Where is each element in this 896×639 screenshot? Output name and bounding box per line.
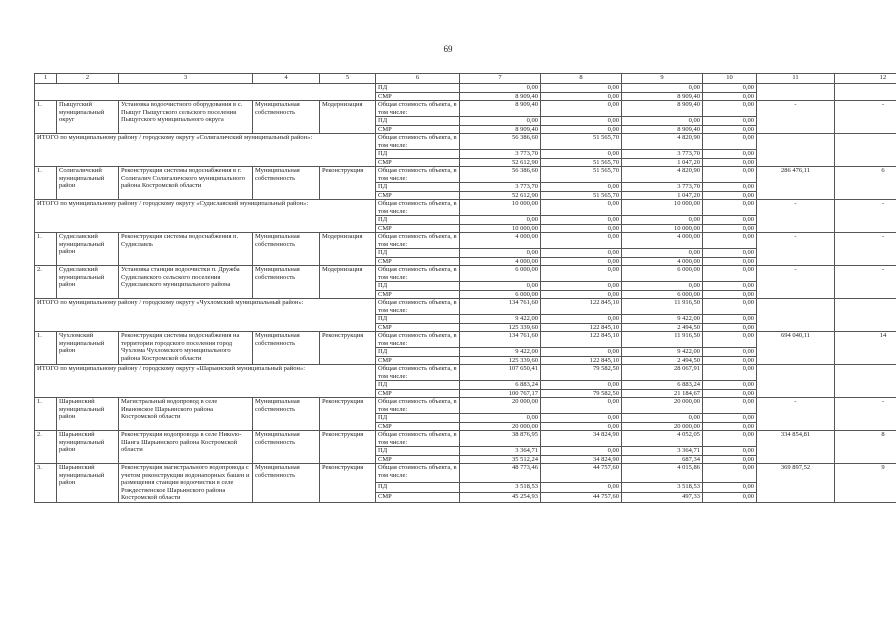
col-num-10: 10 <box>703 74 757 84</box>
sharya-smr-col10: 0,00 <box>703 389 757 398</box>
sharya-item2-total-col7: 38 876,95 <box>460 431 541 447</box>
sudislavl-item2-total-col9: 6 000,00 <box>622 266 703 282</box>
col-num-11: 11 <box>757 74 835 84</box>
chukhloma-col11 <box>757 299 835 332</box>
chukhloma-item-pd-col7: 9 422,00 <box>460 348 541 357</box>
soligalich-item-total-label: Общая стоимость объекта, в том числе: <box>376 167 460 183</box>
chukhloma-pd-label: ПД <box>376 315 460 324</box>
pyshchug-item-smr-col7: 8 909,40 <box>460 125 541 134</box>
soligalich-item-total-col10: 0,00 <box>703 167 757 183</box>
chukhloma-item-smr-col7: 125 339,60 <box>460 356 541 365</box>
sharya-item1-total-col10: 0,00 <box>703 398 757 414</box>
sharya-item2-col12: 8 <box>835 431 896 464</box>
chukhloma-pd-col10: 0,00 <box>703 315 757 324</box>
sharya-item1-col11: - <box>757 398 835 431</box>
col-num-1: 1 <box>35 74 57 84</box>
sudislavl-pd-col8: 0,00 <box>541 216 622 225</box>
sharya-item3-pd-col7: 3 518,53 <box>460 482 541 492</box>
sharya-item1-pd-col10: 0,00 <box>703 414 757 423</box>
chukhloma-smr-col7: 125 339,60 <box>460 323 541 332</box>
sharya-item1-ownership: Муниципальная собственность <box>253 398 320 431</box>
pyshchug-item-ownership: Муниципальная собственность <box>253 101 320 134</box>
chukhloma-item-total-col7: 134 761,60 <box>460 332 541 348</box>
sudislavl-item2-smr-col10: 0,00 <box>703 290 757 299</box>
soligalich-item-pd-col9: 3 773,70 <box>622 183 703 192</box>
sudislavl-total-col10: 0,00 <box>703 200 757 216</box>
sudislavl-item1-pd-label: ПД <box>376 249 460 258</box>
sudislavl-item2-object-name: Установка станции водоочистки п. Дружба Судиславского сельского поселения Судиславского муниципального района <box>119 266 253 299</box>
chukhloma-item-district: Чухломский муниципальный район <box>57 332 119 365</box>
sharya-item3-ownership: Муниципальная собственность <box>253 464 320 503</box>
sharya-item2-pd-col7: 3 364,71 <box>460 447 541 456</box>
chukhloma-item-number: 1. <box>35 332 57 365</box>
top-row-col8: 0,00 <box>541 92 622 101</box>
chukhloma-item-total-col8: 122 845,10 <box>541 332 622 348</box>
sudislavl-item2-district: Судиславский муниципальный район <box>57 266 119 299</box>
sudislavl-item1-pd-col10: 0,00 <box>703 249 757 258</box>
sharya-item3-pd-col9: 3 518,53 <box>622 482 703 492</box>
row-type-label: ПД <box>376 84 460 93</box>
top-row-col9: 8 909,40 <box>622 92 703 101</box>
chukhloma-total-label: Общая стоимость объекта, в том числе: <box>376 299 460 315</box>
chukhloma-item-ownership: Муниципальная собственность <box>253 332 320 365</box>
sudislavl-item2-col11: - <box>757 266 835 299</box>
pyshchug-item-smr-label: СМР <box>376 125 460 134</box>
soligalich-pd-col9: 3 773,70 <box>622 150 703 159</box>
table-body <box>35 74 896 503</box>
soligalich-pd-col8: 0,00 <box>541 150 622 159</box>
sharya-item2-pd-label: ПД <box>376 447 460 456</box>
sharya-item2-pd-col9: 3 364,71 <box>622 447 703 456</box>
sharya-item2-total-col8: 34 824,90 <box>541 431 622 447</box>
soligalich-item-district: Солигаличский муниципальный район <box>57 167 119 200</box>
pyshchug-item-pd-col7: 0,00 <box>460 117 541 126</box>
pyshchug-item-total-col7: 8 909,40 <box>460 101 541 117</box>
sharya-item3-col12: 9 <box>835 464 896 503</box>
sharya-item3-work-type: Реконструкция <box>320 464 376 503</box>
sudislavl-item1-pd-col8: 0,00 <box>541 249 622 258</box>
sharya-item2-smr-col8: 34 824,90 <box>541 455 622 464</box>
sharya-item3-smr-col9: 497,33 <box>622 492 703 502</box>
pyshchug-item-pd-col10: 0,00 <box>703 117 757 126</box>
sudislavl-item2-smr-label: СМР <box>376 290 460 299</box>
soligalich-col12 <box>835 134 896 167</box>
investment-table <box>34 73 896 503</box>
sharya-item2-district: Шарьинский муниципальный район <box>57 431 119 464</box>
sudislavl-col11: - <box>757 200 835 233</box>
col-num-2: 2 <box>57 74 119 84</box>
itogo-row <box>35 134 896 150</box>
sudislavl-item1-pd-col9: 0,00 <box>622 249 703 258</box>
pyshchug-item-total-label: Общая стоимость объекта, в том числе: <box>376 101 460 117</box>
itogo-row <box>35 200 896 216</box>
pyshchug-item-smr-col10: 0,00 <box>703 125 757 134</box>
sharya-total-col7: 107 650,41 <box>460 365 541 381</box>
sharya-item1-object-name: Магистральный водопровод в селе Ивановское Шарьинского района Костромской области <box>119 398 253 431</box>
sudislavl-item1-object-name: Реконструкция системы водоснабжения п. Судиславль <box>119 233 253 266</box>
pyshchug-item-district: Пыщугский муниципальный округ <box>57 101 119 134</box>
sharya-item2-col11: 334 854,81 <box>757 431 835 464</box>
sharya-item1-total-col8: 0,00 <box>541 398 622 414</box>
soligalich-item-ownership: Муниципальная собственность <box>253 167 320 200</box>
col-num-3: 3 <box>119 74 253 84</box>
sudislavl-item2-ownership: Муниципальная собственность <box>253 266 320 299</box>
chukhloma-smr-col10: 0,00 <box>703 323 757 332</box>
sudislavl-item1-total-col8: 0,00 <box>541 233 622 249</box>
sudislavl-item1-number: 1. <box>35 233 57 266</box>
col-num-12: 12 <box>835 74 896 84</box>
soligalich-item-smr-col7: 52 612,90 <box>460 191 541 200</box>
sharya-item1-number: 1. <box>35 398 57 431</box>
chukhloma-smr-col8: 122 845,10 <box>541 323 622 332</box>
sharya-itogo-title: ИТОГО по муниципальному району / городскому округу «Шарьинский муниципальный район»: <box>35 365 376 398</box>
chukhloma-pd-col7: 9 422,00 <box>460 315 541 324</box>
soligalich-pd-col10: 0,00 <box>703 150 757 159</box>
sudislavl-col12: - <box>835 200 896 233</box>
top-row-col7: 0,00 <box>460 84 541 93</box>
sharya-item2-total-label: Общая стоимость объекта, в том числе: <box>376 431 460 447</box>
sudislavl-item2-total-col7: 6 000,00 <box>460 266 541 282</box>
sudislavl-pd-col10: 0,00 <box>703 216 757 225</box>
soligalich-itogo-title: ИТОГО по муниципальному району / городскому округу «Солигаличский муниципальный район»: <box>35 134 376 167</box>
sharya-total-col9: 28 067,91 <box>622 365 703 381</box>
sharya-item3-pd-col8: 0,00 <box>541 482 622 492</box>
soligalich-total-label: Общая стоимость объекта, в том числе: <box>376 134 460 150</box>
sharya-item2-object-name: Реконструкция водопровода в селе Николо-Шанга Шарьинского района Костромской области <box>119 431 253 464</box>
sudislavl-smr-col7: 10 000,00 <box>460 224 541 233</box>
soligalich-total-col10: 0,00 <box>703 134 757 150</box>
soligalich-item-col11: 286 476,11 <box>757 167 835 200</box>
sharya-pd-label: ПД <box>376 381 460 390</box>
sharya-item2-total-col9: 4 052,05 <box>622 431 703 447</box>
table-row <box>35 84 896 93</box>
chukhloma-item-object-name: Реконструкция системы водоснабжения на территории городского поселения город Чухлома Чухломского муниципального района Костромской области <box>119 332 253 365</box>
itogo-row <box>35 365 896 381</box>
sharya-item3-total-col10: 0,00 <box>703 464 757 483</box>
sudislavl-item2-pd-col9: 0,00 <box>622 282 703 291</box>
sharya-item1-smr-col7: 20 000,00 <box>460 422 541 431</box>
sharya-total-col10: 0,00 <box>703 365 757 381</box>
col-num-8: 8 <box>541 74 622 84</box>
sharya-total-col8: 79 582,50 <box>541 365 622 381</box>
soligalich-col11 <box>757 134 835 167</box>
sharya-item3-district: Шарьинский муниципальный район <box>57 464 119 503</box>
sharya-item3-total-label: Общая стоимость объекта, в том числе: <box>376 464 460 483</box>
sudislavl-smr-col9: 10 000,00 <box>622 224 703 233</box>
pyshchug-item-work-type: Модернизация <box>320 101 376 134</box>
sudislavl-item1-work-type: Модернизация <box>320 233 376 266</box>
sudislavl-smr-col10: 0,00 <box>703 224 757 233</box>
sharya-item1-district: Шарьинский муниципальный район <box>57 398 119 431</box>
sudislavl-total-col8: 0,00 <box>541 200 622 216</box>
table-row <box>35 332 896 348</box>
sudislavl-total-col7: 10 000,00 <box>460 200 541 216</box>
sharya-item2-smr-label: СМР <box>376 455 460 464</box>
sudislavl-item1-smr-col8: 0,00 <box>541 257 622 266</box>
chukhloma-item-pd-col9: 9 422,00 <box>622 348 703 357</box>
sharya-item1-total-label: Общая стоимость объекта, в том числе: <box>376 398 460 414</box>
sharya-smr-col7: 100 767,17 <box>460 389 541 398</box>
row-type-label: СМР <box>376 92 460 101</box>
pyshchug-item-pd-label: ПД <box>376 117 460 126</box>
col-num-5: 5 <box>320 74 376 84</box>
chukhloma-total-col8: 122 845,10 <box>541 299 622 315</box>
top-row-col9: 0,00 <box>622 84 703 93</box>
sharya-item1-total-col7: 20 000,00 <box>460 398 541 414</box>
sharya-item2-ownership: Муниципальная собственность <box>253 431 320 464</box>
sudislavl-item2-pd-col10: 0,00 <box>703 282 757 291</box>
soligalich-item-smr-col8: 51 565,70 <box>541 191 622 200</box>
soligalich-item-pd-col10: 0,00 <box>703 183 757 192</box>
pyshchug-item-col11: - <box>757 101 835 134</box>
chukhloma-item-smr-col10: 0,00 <box>703 356 757 365</box>
soligalich-item-pd-col8: 0,00 <box>541 183 622 192</box>
sharya-item2-pd-col8: 0,00 <box>541 447 622 456</box>
soligalich-smr-col10: 0,00 <box>703 158 757 167</box>
sharya-item1-work-type: Реконструкция <box>320 398 376 431</box>
sudislavl-item2-total-label: Общая стоимость объекта, в том числе: <box>376 266 460 282</box>
soligalich-item-total-col9: 4 820,90 <box>622 167 703 183</box>
pyshchug-item-number: 1. <box>35 101 57 134</box>
soligalich-total-col7: 56 386,60 <box>460 134 541 150</box>
continuation-cell <box>35 84 376 101</box>
table-row <box>35 266 896 282</box>
soligalich-item-work-type: Реконструкция <box>320 167 376 200</box>
top-row-col7: 8 909,40 <box>460 92 541 101</box>
chukhloma-item-smr-col8: 122 845,10 <box>541 356 622 365</box>
sudislavl-item1-smr-col9: 4 000,00 <box>622 257 703 266</box>
chukhloma-pd-col9: 9 422,00 <box>622 315 703 324</box>
col-num-9: 9 <box>622 74 703 84</box>
continuation-col12 <box>835 84 896 101</box>
sharya-smr-col8: 79 582,50 <box>541 389 622 398</box>
sharya-item3-col11: 369 897,52 <box>757 464 835 503</box>
chukhloma-pd-col8: 0,00 <box>541 315 622 324</box>
sharya-item2-number: 2. <box>35 431 57 464</box>
table-row <box>35 398 896 414</box>
column-number-row <box>35 74 896 84</box>
sudislavl-item2-work-type: Модернизация <box>320 266 376 299</box>
pyshchug-item-total-col10: 0,00 <box>703 101 757 117</box>
soligalich-pd-label: ПД <box>376 150 460 159</box>
sudislavl-item1-ownership: Муниципальная собственность <box>253 233 320 266</box>
sudislavl-item1-total-label: Общая стоимость объекта, в том числе: <box>376 233 460 249</box>
soligalich-total-col8: 51 565,70 <box>541 134 622 150</box>
page-number: 69 <box>443 44 453 54</box>
top-row-col10: 0,00 <box>703 92 757 101</box>
top-row-col10: 0,00 <box>703 84 757 93</box>
sharya-item3-object-name: Реконструкция магистрального водопровода с учетом реконструкции водонапорных башен и размещения станции водоочистки в селе Рождественское Шарьинского района Костромской области <box>119 464 253 503</box>
sudislavl-item2-smr-col7: 6 000,00 <box>460 290 541 299</box>
sudislavl-pd-label: ПД <box>376 216 460 225</box>
sharya-item3-smr-col10: 0,00 <box>703 492 757 502</box>
sudislavl-itogo-title: ИТОГО по муниципальному району / городскому округу «Судиславский муниципальный район»: <box>35 200 376 233</box>
sharya-item1-col12: - <box>835 398 896 431</box>
sharya-item1-smr-col9: 20 000,00 <box>622 422 703 431</box>
pyshchug-item-smr-col8: 0,00 <box>541 125 622 134</box>
sharya-item1-total-col9: 20 000,00 <box>622 398 703 414</box>
sharya-item2-work-type: Реконструкция <box>320 431 376 464</box>
table-row <box>35 233 896 249</box>
table-row <box>35 464 896 483</box>
soligalich-item-smr-label: СМР <box>376 191 460 200</box>
chukhloma-col12 <box>835 299 896 332</box>
sharya-item3-total-col9: 4 015,86 <box>622 464 703 483</box>
soligalich-item-smr-col9: 1 047,20 <box>622 191 703 200</box>
sudislavl-item1-smr-col7: 4 000,00 <box>460 257 541 266</box>
soligalich-item-smr-col10: 0,00 <box>703 191 757 200</box>
sudislavl-item1-col11: - <box>757 233 835 266</box>
chukhloma-item-col11: 694 040,11 <box>757 332 835 365</box>
sharya-pd-col9: 6 883,24 <box>622 381 703 390</box>
table-row <box>35 431 896 447</box>
chukhloma-smr-label: СМР <box>376 323 460 332</box>
sharya-total-label: Общая стоимость объекта, в том числе: <box>376 365 460 381</box>
table-row <box>35 167 896 183</box>
sharya-item3-number: 3. <box>35 464 57 503</box>
chukhloma-item-pd-label: ПД <box>376 348 460 357</box>
chukhloma-item-total-col9: 11 916,50 <box>622 332 703 348</box>
sudislavl-smr-label: СМР <box>376 224 460 233</box>
table-row <box>35 101 896 117</box>
soligalich-smr-col8: 51 565,70 <box>541 158 622 167</box>
pyshchug-item-pd-col9: 0,00 <box>622 117 703 126</box>
sharya-pd-col7: 6 883,24 <box>460 381 541 390</box>
sharya-item1-pd-label: ПД <box>376 414 460 423</box>
soligalich-total-col9: 4 820,90 <box>622 134 703 150</box>
sudislavl-pd-col7: 0,00 <box>460 216 541 225</box>
sudislavl-item1-pd-col7: 0,00 <box>460 249 541 258</box>
soligalich-item-object-name: Реконструкция системы водоснабжения в г. Солигалич Солигаличского муниципального района Костромской области <box>119 167 253 200</box>
col-num-6: 6 <box>376 74 460 84</box>
sharya-item1-smr-col8: 0,00 <box>541 422 622 431</box>
soligalich-item-pd-label: ПД <box>376 183 460 192</box>
chukhloma-total-col9: 11 916,50 <box>622 299 703 315</box>
sharya-item1-smr-col10: 0,00 <box>703 422 757 431</box>
sharya-smr-col9: 21 184,67 <box>622 389 703 398</box>
sharya-item3-total-col7: 48 773,46 <box>460 464 541 483</box>
pyshchug-item-total-col9: 8 909,40 <box>622 101 703 117</box>
soligalich-item-total-col7: 56 386,60 <box>460 167 541 183</box>
pyshchug-item-total-col8: 0,00 <box>541 101 622 117</box>
soligalich-smr-label: СМР <box>376 158 460 167</box>
sharya-item3-smr-col8: 44 757,60 <box>541 492 622 502</box>
sharya-item2-smr-col9: 687,34 <box>622 455 703 464</box>
sharya-item1-pd-col9: 0,00 <box>622 414 703 423</box>
sharya-pd-col10: 0,00 <box>703 381 757 390</box>
soligalich-item-total-col8: 51 565,70 <box>541 167 622 183</box>
sudislavl-item1-district: Судиславский муниципальный район <box>57 233 119 266</box>
chukhloma-item-smr-label: СМР <box>376 356 460 365</box>
sharya-item1-pd-col8: 0,00 <box>541 414 622 423</box>
sharya-smr-label: СМР <box>376 389 460 398</box>
chukhloma-item-col12: 14 <box>835 332 896 365</box>
sharya-item3-smr-label: СМР <box>376 492 460 502</box>
sharya-item2-smr-col7: 35 512,24 <box>460 455 541 464</box>
itogo-row <box>35 299 896 315</box>
sharya-pd-col8: 0,00 <box>541 381 622 390</box>
sharya-col11 <box>757 365 835 398</box>
chukhloma-item-smr-col9: 2 494,50 <box>622 356 703 365</box>
continuation-col11 <box>757 84 835 101</box>
sharya-item3-pd-col10: 0,00 <box>703 482 757 492</box>
chukhloma-item-total-label: Общая стоимость объекта, в том числе: <box>376 332 460 348</box>
sharya-item3-smr-col7: 45 254,93 <box>460 492 541 502</box>
soligalich-smr-col9: 1 047,20 <box>622 158 703 167</box>
sudislavl-item1-col12: - <box>835 233 896 266</box>
chukhloma-item-pd-col8: 0,00 <box>541 348 622 357</box>
sharya-item1-pd-col7: 0,00 <box>460 414 541 423</box>
chukhloma-itogo-title: ИТОГО по муниципальному району / городскому округу «Чухломский муниципальный район»: <box>35 299 376 332</box>
sudislavl-item2-number: 2. <box>35 266 57 299</box>
sudislavl-item2-pd-col8: 0,00 <box>541 282 622 291</box>
sudislavl-pd-col9: 0,00 <box>622 216 703 225</box>
soligalich-smr-col7: 52 612,90 <box>460 158 541 167</box>
chukhloma-smr-col9: 2 494,50 <box>622 323 703 332</box>
sudislavl-item2-smr-col8: 0,00 <box>541 290 622 299</box>
chukhloma-item-total-col10: 0,00 <box>703 332 757 348</box>
soligalich-item-col12: 6 <box>835 167 896 200</box>
sudislavl-item2-total-col8: 0,00 <box>541 266 622 282</box>
sharya-item2-total-col10: 0,00 <box>703 431 757 447</box>
col-num-7: 7 <box>460 74 541 84</box>
sharya-item3-total-col8: 44 757,60 <box>541 464 622 483</box>
chukhloma-total-col10: 0,00 <box>703 299 757 315</box>
sudislavl-item1-total-col9: 4 000,00 <box>622 233 703 249</box>
sudislavl-item1-total-col10: 0,00 <box>703 233 757 249</box>
sudislavl-item2-pd-label: ПД <box>376 282 460 291</box>
sudislavl-item2-smr-col9: 6 000,00 <box>622 290 703 299</box>
sudislavl-total-label: Общая стоимость объекта, в том числе: <box>376 200 460 216</box>
sudislavl-item1-smr-label: СМР <box>376 257 460 266</box>
sharya-item3-pd-label: ПД <box>376 482 460 492</box>
chukhloma-item-pd-col10: 0,00 <box>703 348 757 357</box>
sudislavl-item2-pd-col7: 0,00 <box>460 282 541 291</box>
pyshchug-item-pd-col8: 0,00 <box>541 117 622 126</box>
sharya-item1-smr-label: СМР <box>376 422 460 431</box>
sudislavl-total-col9: 10 000,00 <box>622 200 703 216</box>
soligalich-item-pd-col7: 3 773,70 <box>460 183 541 192</box>
sudislavl-item2-total-col10: 0,00 <box>703 266 757 282</box>
sudislavl-item2-col12: - <box>835 266 896 299</box>
sharya-item2-smr-col10: 0,00 <box>703 455 757 464</box>
pyshchug-item-col12: - <box>835 101 896 134</box>
pyshchug-item-smr-col9: 8 909,40 <box>622 125 703 134</box>
sudislavl-item1-smr-col10: 0,00 <box>703 257 757 266</box>
soligalich-pd-col7: 3 773,70 <box>460 150 541 159</box>
sharya-item2-pd-col10: 0,00 <box>703 447 757 456</box>
col-num-4: 4 <box>253 74 320 84</box>
sudislavl-item1-total-col7: 4 000,00 <box>460 233 541 249</box>
chukhloma-item-work-type: Реконструкция <box>320 332 376 365</box>
soligalich-item-number: 1. <box>35 167 57 200</box>
sharya-col12 <box>835 365 896 398</box>
pyshchug-item-object-name: Установка водоочистного оборудования в с. Пыщуг Пыщугского сельского поселения Пыщугского муниципального округа <box>119 101 253 134</box>
top-row-col8: 0,00 <box>541 84 622 93</box>
chukhloma-total-col7: 134 761,60 <box>460 299 541 315</box>
sudislavl-smr-col8: 0,00 <box>541 224 622 233</box>
